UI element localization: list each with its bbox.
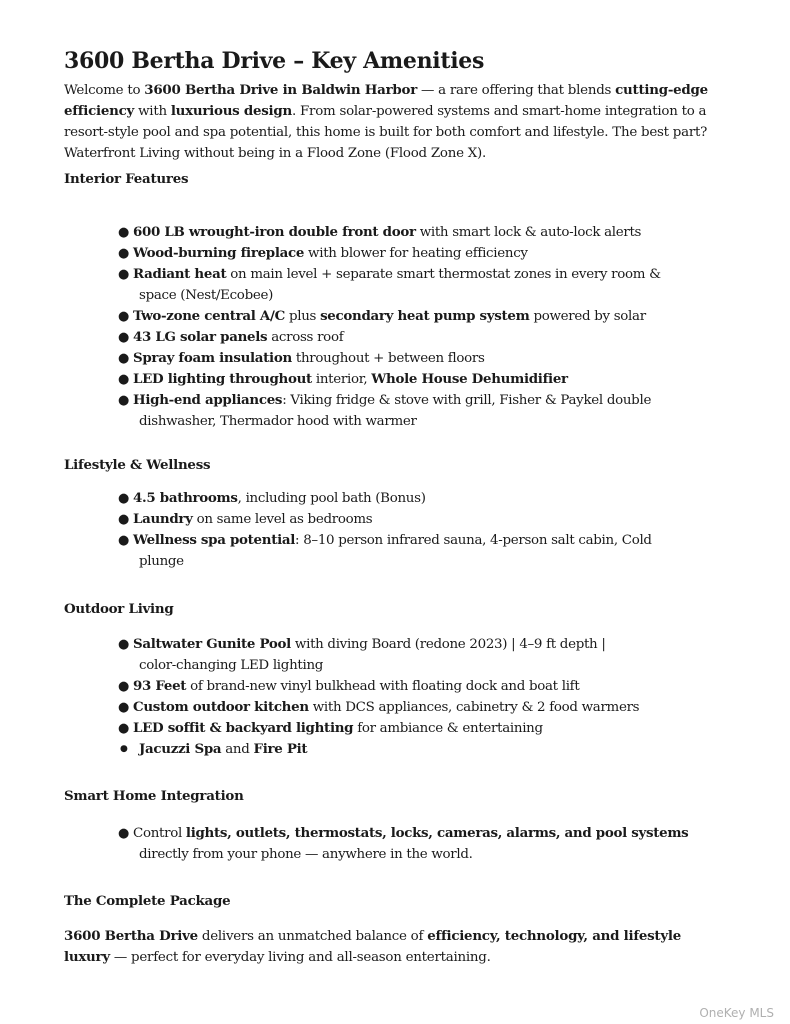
bullet-icon: ● (118, 826, 130, 841)
item-bold: Radiant heat (133, 266, 227, 282)
bullet-icon: ● (118, 700, 130, 715)
intro-text-1: Welcome to (64, 83, 145, 98)
intro-paragraph (64, 80, 724, 164)
intro-text-4: . From solar-powered systems and smart-home integration to a resort-style pool and spa potential, this home is built for both comfort and lifestyle. The best part? Waterfront Living without being in a Flood Zone (Flood Zone X). (64, 104, 708, 161)
interior-features-list (118, 222, 718, 432)
bullet-icon: ● (118, 679, 130, 694)
section-title-outdoor: Outdoor Living (64, 601, 174, 617)
item-bold: Wellness spa potential (133, 532, 296, 548)
item-bold: Two-zone central A/C (133, 308, 285, 324)
item-bold: High-end appliances (133, 392, 283, 408)
bullet-icon: ● (118, 533, 130, 548)
item-bold: Laundry (133, 511, 193, 527)
item-continuation: space (Nest/Ecobee) (139, 288, 274, 303)
item-text: with diving Board (redone 2023) | 4–9 ft depth | (290, 637, 606, 652)
item-bold: Wood-burning fireplace (133, 245, 305, 261)
bullet-icon: ● (118, 309, 130, 324)
list-item (118, 369, 718, 390)
bullet-icon: ● (118, 491, 130, 506)
item-bold: Spray foam insulation (133, 350, 292, 366)
list-item (118, 697, 718, 718)
item-bold: 4.5 bathrooms (133, 490, 238, 506)
item-bold: 43 LG solar panels (133, 329, 268, 345)
item-prefix: Control (133, 826, 186, 841)
list-item (118, 676, 718, 697)
section-title-lifestyle: Lifestyle & Wellness (64, 457, 211, 473)
closing-bold-address: 3600 Bertha Drive (64, 928, 198, 944)
list-item (118, 264, 718, 306)
bullet-small-icon: ● (120, 744, 128, 754)
item-bold: LED lighting throughout (133, 371, 312, 387)
bullet-icon: ● (118, 721, 130, 736)
item-text: for ambiance & entertaining (353, 721, 543, 736)
list-item (118, 327, 718, 348)
item-text: : Viking fridge & stove with grill, Fisher & Paykel double (282, 393, 652, 408)
intro-text-3: with (134, 104, 171, 119)
bullet-icon: ● (118, 393, 130, 408)
bullet-icon: ● (118, 246, 130, 261)
intro-text-2: — a rare offering that blends (417, 83, 616, 98)
closing-text-2: — perfect for everyday living and all-season entertaining. (109, 950, 491, 965)
section-title-package: The Complete Package (64, 893, 231, 909)
list-item (118, 243, 718, 264)
item-text: on same level as bedrooms (192, 512, 373, 527)
item-text-2: powered by solar (529, 309, 646, 324)
item-text: of brand-new vinyl bulkhead with floating dock and boat lift (186, 679, 580, 694)
list-item (118, 718, 718, 739)
section-title-smart-home: Smart Home Integration (64, 788, 244, 804)
item-text: : 8–10 person infrared sauna, 4-person salt cabin, Cold (295, 533, 652, 548)
item-bold: lights, outlets, thermostats, locks, cameras, alarms, and pool systems (185, 825, 689, 841)
bullet-icon: ● (118, 512, 130, 527)
item-text: across roof (267, 330, 344, 345)
item-text: with blower for heating efficiency (304, 246, 528, 261)
page-title: 3600 Bertha Drive – Key Amenities (64, 48, 485, 74)
bullet-icon: ● (118, 351, 130, 366)
bullet-icon: ● (118, 637, 130, 652)
item-text: plus (284, 309, 321, 324)
bullet-icon: ● (118, 267, 130, 282)
item-text: throughout + between floors (291, 351, 485, 366)
item-bold: Jacuzzi Spa (139, 741, 222, 757)
list-item (118, 222, 718, 243)
item-bold: Saltwater Gunite Pool (133, 636, 291, 652)
closing-text-1: delivers an unmatched balance of (197, 929, 428, 944)
list-item (118, 530, 718, 572)
lifestyle-list (118, 488, 718, 572)
item-continuation: color-changing LED lighting (139, 658, 324, 673)
item-bold: LED soffit & backyard lighting (133, 720, 354, 736)
document-header (64, 46, 724, 164)
item-bold: Custom outdoor kitchen (133, 699, 309, 715)
outdoor-list (118, 634, 718, 760)
watermark-label: OneKey MLS (699, 1006, 774, 1020)
smart-home-list (118, 823, 718, 865)
item-bold-2: Fire Pit (253, 741, 308, 757)
item-continuation: dishwasher, Thermador hood with warmer (139, 414, 417, 429)
list-item (118, 348, 718, 369)
list-item (118, 739, 718, 760)
closing-bold-summary: efficiency, technology, and lifestyle luxury (64, 928, 682, 965)
item-text: with smart lock & auto-lock alerts (415, 225, 642, 240)
item-text: on main level + separate smart thermostat zones in every room & (226, 267, 661, 282)
item-continuation: directly from your phone — anywhere in the world. (139, 847, 473, 862)
bullet-icon: ● (118, 372, 130, 387)
item-text: with DCS appliances, cabinetry & 2 food warmers (308, 700, 640, 715)
item-bold: 600 LB wrought-iron double front door (133, 224, 416, 240)
item-bold-2: Whole House Dehumidifier (371, 371, 568, 387)
bullet-icon: ● (118, 330, 130, 345)
item-continuation: plunge (139, 554, 184, 569)
item-text: interior, (311, 372, 372, 387)
list-item (118, 634, 718, 676)
closing-paragraph (64, 926, 724, 968)
list-item (118, 488, 718, 509)
list-item (118, 306, 718, 327)
list-item (118, 390, 718, 432)
item-text: , including pool bath (Bonus) (237, 491, 426, 506)
bullet-icon: ● (118, 225, 130, 240)
intro-bold-efficiency: cutting-edge efficiency (64, 82, 708, 119)
list-item (118, 509, 718, 530)
item-bold-2: secondary heat pump system (320, 308, 530, 324)
intro-bold-address: 3600 Bertha Drive in Baldwin Harbor (144, 82, 418, 98)
list-item (118, 823, 718, 865)
item-bold: 93 Feet (133, 678, 187, 694)
item-text: and (221, 742, 254, 757)
intro-bold-design: luxurious design (170, 103, 292, 119)
section-title-interior: Interior Features (64, 171, 189, 187)
